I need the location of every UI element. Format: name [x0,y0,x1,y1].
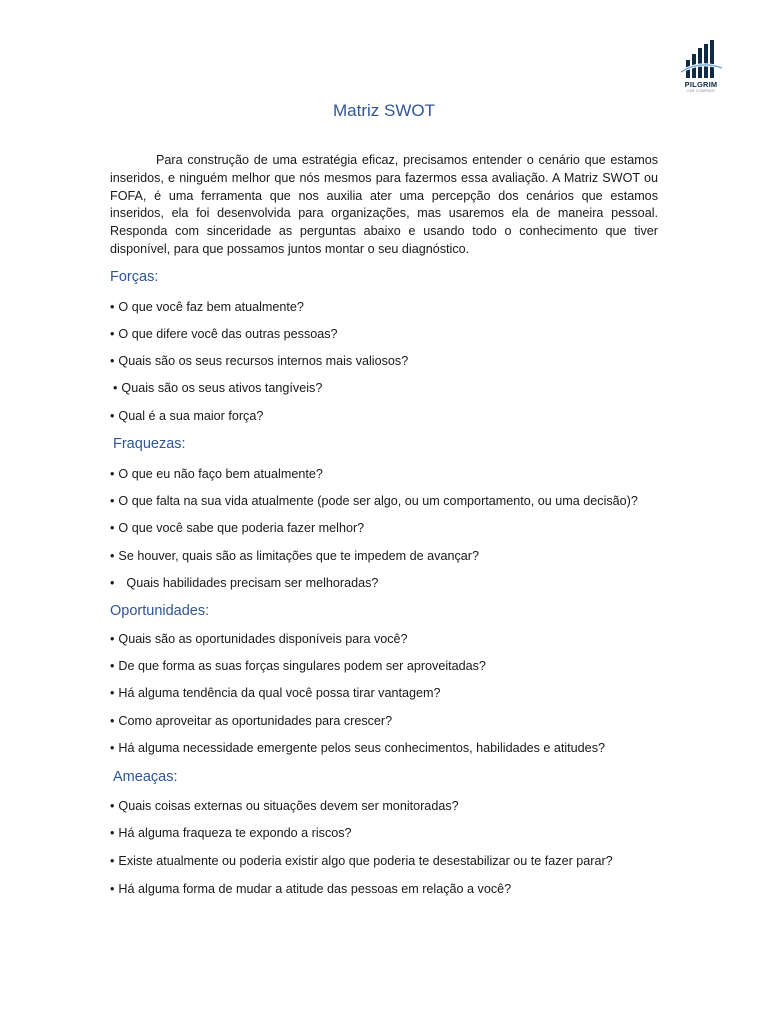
bullet: • [110,327,115,341]
bullet: • [110,799,115,813]
list-item: • O que você sabe que poderia fazer melhor? [110,521,365,535]
logo-name: PILGRIM [684,80,718,89]
list-item: • O que eu não faço bem atualmente? [110,467,323,481]
bullet: • [110,854,115,868]
list-item: • O que difere você das outras pessoas? [110,327,338,341]
list-item: • De que forma as suas forças singulares podem ser aproveitadas? [110,659,486,673]
intro-text: Para construção de uma estratégia eficaz, precisamos entender o cenário que estamos inseridos, e ninguém melhor que nós mesmos para fazermos essa avaliação. A Matriz SWOT ou FOFA, é uma ferramenta que nos auxilia ater uma percepção dos cenários que estamos inseridos, ela foi desenvolvida para organizações, mas usaremos ela de maneira pessoal. Responda com sinceridade as perguntas abaixo e usando todo o conhecimento que tiver disponível, para que possamos juntos montar o seu diagnóstico. [110,153,658,256]
bullet: • [110,354,115,368]
list-item: • Há alguma fraqueza te expondo a riscos? [110,826,352,840]
list-item: • Como aproveitar as oportunidades para crescer? [110,714,393,728]
bar-chart-logo-icon [678,38,724,80]
section-heading-ameacas: Ameaças: [113,769,178,785]
list-item: • Há alguma forma de mudar a atitude das pessoas em relação a você? [110,882,512,896]
list-item: • Quais são os seus ativos tangíveis? [113,381,323,395]
bullet: • [110,632,115,646]
intro-paragraph [110,152,658,259]
bullet: • [110,659,115,673]
bullet: • [110,549,115,563]
section-heading-fraquezas: Fraquezas: [113,436,186,452]
section-heading-forcas: Forças: [110,269,159,285]
bullet: • [110,882,115,896]
list-item: • Quais são as oportunidades disponíveis para você? [110,632,408,646]
bullet: • [110,409,115,423]
list-item: • Há alguma tendência da qual você possa tirar vantagem? [110,686,441,700]
bullet: • [110,714,115,728]
document-title: Matriz SWOT [333,101,435,120]
list-item: • Qual é a sua maior força? [110,409,264,423]
bullet: • [110,576,115,590]
bullet: • [110,494,115,508]
bullet: • [110,467,115,481]
list-item: • O que falta na sua vida atualmente (pode ser algo, ou um comportamento, ou uma decisão)? [110,494,638,508]
bullet: • [110,686,115,700]
list-item: • Existe atualmente ou poderia existir algo que poderia te desestabilizar ou te fazer parar? [110,854,613,868]
list-item: • Quais habilidades precisam ser melhoradas? [110,576,379,590]
company-logo [678,38,724,94]
list-item: • Quais são os seus recursos internos mais valiosos? [110,354,409,368]
logo-subtitle: CAR COMPANY [686,89,716,93]
bullet: • [113,381,118,395]
list-item: • O que você faz bem atualmente? [110,300,304,314]
list-item: • Se houver, quais são as limitações que te impedem de avançar? [110,549,479,563]
bullet: • [110,826,115,840]
list-item: • Há alguma necessidade emergente pelos seus conhecimentos, habilidades e atitudes? [110,741,605,755]
section-heading-oportunidades: Oportunidades: [110,603,210,619]
bullet: • [110,741,115,755]
bullet: • [110,300,115,314]
bullet: • [110,521,115,535]
list-item: • Quais coisas externas ou situações devem ser monitoradas? [110,799,459,813]
